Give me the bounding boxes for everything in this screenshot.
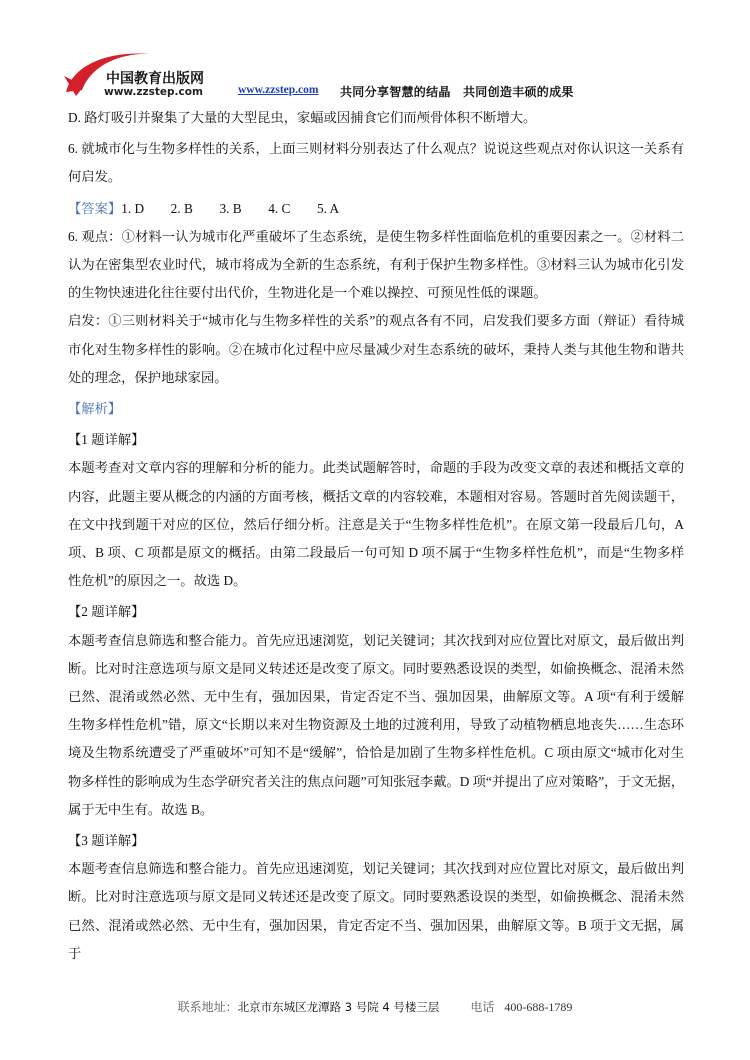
- zzstep-logo: [62, 46, 212, 102]
- page-header: [62, 46, 682, 102]
- answer-6-views: 6. 观点：①材料一认为城市化严重破坏了生态系统，是使生物多样性面临危机的重要因素之一。②材料二认为在密集型农业时代，城市将成为全新的生态系统，有利于保护生物多样性。③材料三认为城市化引发的生物快速进化往往要付出代价，生物进化是一个难以操控、可预见性低的课题。: [68, 228, 684, 301]
- logo-url: www.zzstep.com: [104, 86, 203, 98]
- logo-text: 中国教育出版网: [106, 71, 204, 87]
- answer-key: 1. D 2. B 3. B 4. C 5. A: [121, 200, 340, 216]
- q3-body: 本题考查信息筛选和整合能力。首先应迅速浏览，划记关键词；其次找到对应位置比对原文，最后做出判断。比对时注意选项与原文是同义转述还是改变了原文。同时要熟悉设误的类型，如偷换概念、混淆未然已然、混淆或然必然、无中生有，强加因果，肯定否定不当、强加因果，曲解原文等。B 项于文无据，属于: [68, 861, 684, 961]
- document-body: [68, 104, 684, 968]
- page-footer: [0, 998, 750, 1015]
- analysis-tag: 【解析】: [68, 401, 122, 417]
- option-d: D. 路灯吸引并聚集了大量的大型昆虫，家蝠或因捕食它们而颅骨体积不断增大。: [68, 110, 537, 125]
- address: 北京市东城区龙潭路 3 号院 4 号楼三层: [237, 1000, 440, 1014]
- phone-number: 400-688-1789: [504, 1000, 573, 1014]
- address-label: 联系地址：: [177, 1000, 238, 1014]
- site-link[interactable]: www.zzstep.com: [238, 84, 319, 96]
- answer-line: [68, 195, 684, 223]
- q3-title: 【3 题详解】: [68, 833, 145, 849]
- phone-label: 电话: [470, 1000, 495, 1014]
- q1-title: 【1 题详解】: [68, 432, 145, 448]
- q2-title: 【2 题详解】: [68, 604, 145, 620]
- header-slogan: 共同分享智慧的结晶 共同创造丰硕的成果: [340, 85, 574, 99]
- q1-body: 本题考查对文章内容的理解和分析的能力。此类试题解答时，命题的手段为改变文章的表述和概括文章的内容，此题主要从概念的内涵的方面考核，概括文章的内容较难，本题相对容易。答题时首先阅读题干，在文中找到题干对应的区位，然后仔细分析。注意是关于“生物多样性危机”。在原文第一段最后几句，A 项、B 项、C 项都是原文的概括。由第二段最后一句可知 D 项不属于“生物多样性危机”，而是“生物多样性危机”的原因之一。故选 D。: [68, 460, 684, 589]
- question-6: 6. 就城市化与生物多样性的关系，上面三则材料分别表达了什么观点？说说这些观点对你认识这一关系有何启发。: [68, 141, 684, 185]
- q2-body: 本题考查信息筛选和整合能力。首先应迅速浏览，划记关键词；其次找到对应位置比对原文，最后做出判断。比对时注意选项与原文是同义转述还是改变了原文。同时要熟悉设误的类型，如偷换概念、混淆未然已然、混淆或然必然、无中生有，强加因果，肯定否定不当、强加因果，曲解原文等。A 项“有利于缓解生物多样性危机”错，原文“长期以来对生物资源及土地的过渡利用，导致了动植物栖息地丧失……生态环境及生物系统遭受了严重破坏”可知不是“缓解”，恰恰是加剧了生物多样性危机。C 项由原文“城市化对生物多样性的影响成为生态学研究者关注的焦点问题”可知张冠李戴。D 项“并提出了应对策略”，于文无据，属于无中生有。故选 B。: [68, 632, 684, 817]
- answer-6-inspiration: 启发：①三则材料关于“城市化与生物多样性的关系”的观点各有不同，启发我们要多方面（辩证）看待城市化对生物多样性的影响。②在城市化过程中应尽量减少对生态系统的破坏，秉持人类与其他生物和谐共处的理念，保护地球家园。: [68, 313, 684, 385]
- answer-tag: 【答案】: [68, 200, 122, 216]
